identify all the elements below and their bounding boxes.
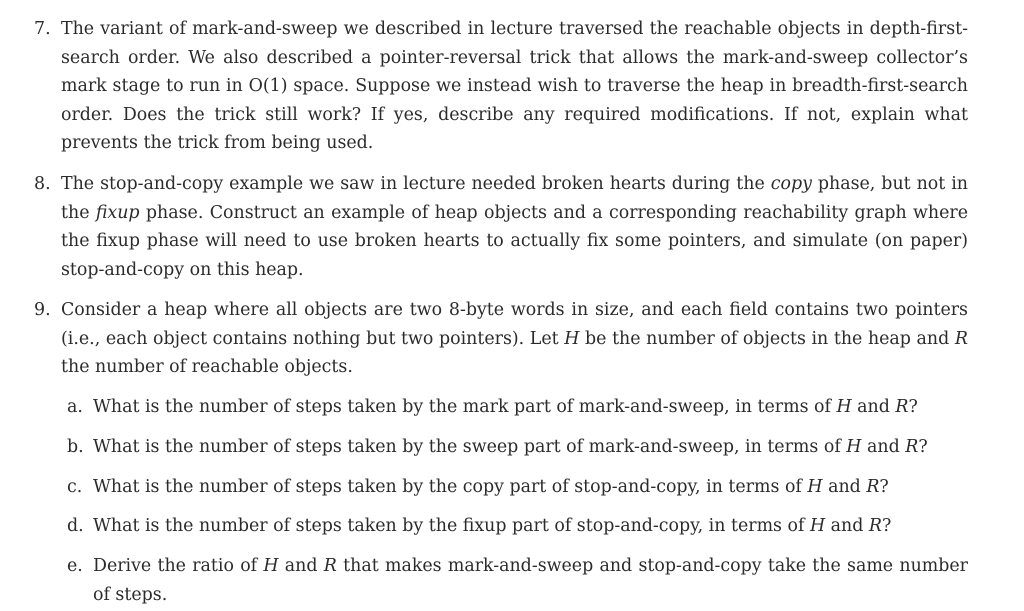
subquestion-text (93, 512, 968, 541)
text-run: and (278, 556, 324, 576)
text-run: that makes mark-and-sweep and stop-and-copy take the same number of steps. (93, 556, 968, 605)
text-run: What is the number of steps taken by the mark part of mark-and-sweep, in terms of (93, 397, 837, 417)
variable-h: H (809, 516, 826, 536)
subquestion-text (93, 473, 968, 502)
text-run: ? (908, 397, 918, 417)
text-run: ? (882, 516, 892, 536)
text-run: What is the number of steps taken by the fixup part of stop-and-copy, in terms of (93, 516, 810, 536)
variable-h: H (846, 437, 862, 457)
variable-h: H (263, 556, 279, 576)
subquestion-text (93, 433, 968, 462)
variable-r: R (905, 437, 919, 457)
text-run: be the number of objects in the heap and (579, 328, 955, 349)
emphasis-copy: copy (770, 174, 812, 194)
variable-r: R (323, 556, 337, 576)
question-number: 9. (34, 300, 51, 320)
text-run: and (861, 437, 906, 457)
subquestion-text (93, 552, 968, 609)
text-run: the number of reachable objects. (61, 357, 353, 378)
variable-r: R (895, 397, 909, 417)
subquestion-text (93, 393, 968, 422)
variable-r: R (866, 477, 880, 497)
text-run: phase, but not in the (61, 174, 968, 223)
subquestion-letter: b. (67, 437, 84, 457)
emphasis-fixup: fixup (95, 202, 140, 223)
subquestion-letter: d. (67, 516, 84, 536)
variable-r: R (954, 328, 968, 349)
variable-r: R (868, 516, 882, 536)
text-run: Derive the ratio of (93, 556, 264, 576)
text-run: phase. Construct an example of heap objects and a corresponding reachability graph where the fixup phase will need to use broken hearts to actually fix some pointers, and simulate (on paper) stop-and-copy on this heap. (61, 202, 968, 280)
text-run: ? (918, 437, 928, 457)
text-run: What is the number of steps taken by the copy part of stop-and-copy, in terms of (93, 477, 808, 497)
text-run: and (822, 477, 867, 497)
text-run: ? (879, 477, 889, 497)
variable-h: H (836, 397, 852, 417)
question-number: 7. (34, 19, 51, 39)
question-text (61, 170, 968, 284)
text-run: Consider a heap where all objects are two 8-byte words in size, and each field contains two pointers (i.e., each object contains nothing but two pointers). Let (61, 300, 968, 349)
subquestion-letter: c. (67, 477, 83, 497)
question-text (61, 296, 968, 382)
text-run: What is the number of steps taken by the sweep part of mark-and-sweep, in terms of (93, 437, 847, 457)
question-number: 8. (34, 174, 51, 194)
text-run: The stop-and-copy example we saw in lecture needed broken hearts during the (61, 174, 771, 194)
text-run: and (851, 397, 896, 417)
question-text: The variant of mark-and-sweep we described in lecture traversed the reachable objects in depth-first-search order. We also described a pointer-reversal trick that allows the mark-and-sweep collector’s mark stage to run in O(1) space. Suppose we instead wish to traverse the heap in breadth-first-search order. Does the trick still work? If yes, describe any required modifications. If not, explain what prevents the trick from being used. (61, 19, 968, 154)
variable-h: H (564, 328, 580, 349)
variable-h: H (807, 477, 823, 497)
subquestion-letter: e. (67, 556, 83, 576)
text-run: and (825, 516, 869, 536)
subquestion-letter: a. (67, 397, 83, 417)
